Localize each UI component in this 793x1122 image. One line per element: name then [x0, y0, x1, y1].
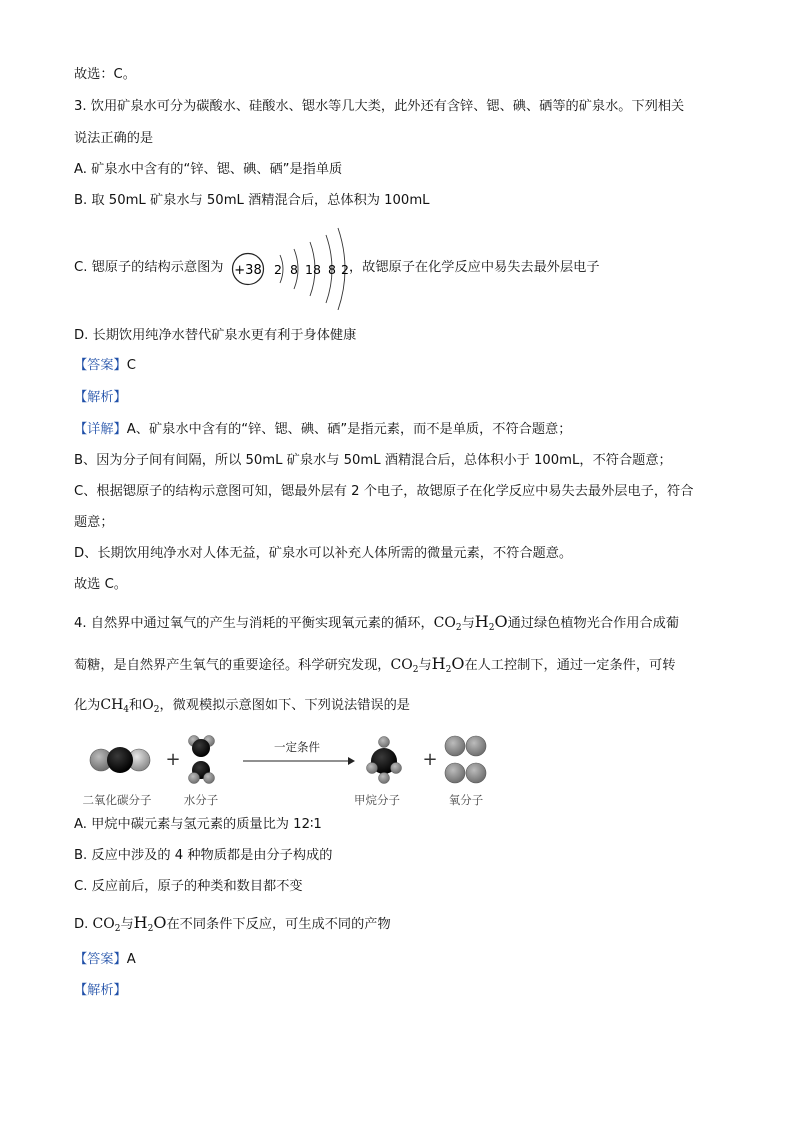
q4-option-d — [74, 914, 391, 938]
strontium-atom-diagram — [228, 226, 360, 310]
q4-l3-part-b: ，微观模拟示意图如下、下列说法错误的是 — [159, 698, 410, 713]
q3-stem-line1: 3. 饮用矿泉水可分为碳酸水、硅酸水、锶水等几大类，此外还有含锌、锶、碘、硒等的矿泉水。下列相关 — [74, 99, 685, 114]
formula-co2: $CO_2$ — [92, 916, 121, 934]
q4-l2-part-a: 萄糖，是自然界产生氧气的重要途径。科学研究发现， — [74, 658, 391, 673]
label-co2-molecule: 二氧化碳分子 — [82, 793, 152, 807]
formula-co2: $CO_2$ — [433, 615, 462, 633]
q4-l2-part-b: 在人工控制下，通过一定条件，可转 — [464, 658, 676, 673]
formula-ch4: $CH_4$ — [100, 697, 130, 715]
q3-detail-b: B、因为分子间有间隔，所以 50mL 矿泉水与 50mL 酒精混合后，总体积小于 100mL，不符合题意； — [74, 453, 672, 468]
q4-stem-line2 — [74, 655, 675, 679]
detail-label: 【详解】 — [74, 422, 127, 437]
word-he: 和 — [129, 698, 143, 713]
q3-stem-line2: 说法正确的是 — [74, 131, 154, 146]
shell-count-3: 18 — [305, 262, 321, 277]
formula-h2o: $H_2O$ — [133, 913, 167, 934]
reaction-diagram — [70, 728, 500, 812]
q4-answer — [74, 951, 136, 969]
formula-o2: $O_2$ — [142, 697, 160, 715]
detail-a-text: A、矿泉水中含有的“锌、锶、碘、硒”是指元素，而不是单质，不符合题意； — [126, 422, 572, 437]
q3-detail-c1: C、根据锶原子的结构示意图可知，锶最外层有 2 个电子，故锶原子在化学反应中易失去最外层电子，符合 — [74, 484, 694, 499]
reaction-condition: 一定条件 — [274, 740, 320, 754]
word-and: 与 — [120, 917, 134, 932]
shell-count-1: 2 — [274, 262, 282, 277]
q4-stem-line3 — [74, 696, 410, 719]
word-and: 与 — [418, 658, 432, 673]
ch4-molecule — [367, 737, 402, 784]
q3-option-c-suffix: ，故锶原子在化学反应中易失去最外层电子 — [349, 260, 600, 275]
q3-option-d: D. 长期饮用纯净水替代矿泉水更有利于身体健康 — [74, 328, 357, 343]
q4-stem-line1 — [74, 613, 679, 637]
q3-answer — [74, 357, 136, 375]
formula-co2: $CO_2$ — [390, 657, 419, 675]
option-d-suffix: 在不同条件下反应，可生成不同的产物 — [166, 917, 391, 932]
h2o-molecule-bottom — [189, 761, 215, 784]
shell-count-2: 8 — [290, 262, 298, 277]
nucleus-charge: +38 — [234, 263, 262, 278]
q4-l3-part-a: 化为 — [74, 698, 101, 713]
q3-final: 故选 C。 — [74, 577, 127, 592]
q3-option-b: B. 取 50mL 矿泉水与 50mL 酒精混合后，总体积为 100mL — [74, 193, 430, 208]
option-d-prefix: D. — [74, 917, 93, 932]
o2-molecule-top — [445, 736, 486, 756]
plus-sign: + — [422, 749, 438, 770]
h2o-molecule-top — [189, 736, 215, 758]
shell-count-4: 8 — [328, 262, 336, 277]
q4-analysis-label: 【解析】 — [74, 983, 127, 998]
previous-answer: 故选：C。 — [74, 67, 136, 82]
shell-count-5: 2 — [341, 262, 349, 277]
word-and: 与 — [461, 616, 475, 631]
q3-analysis-label: 【解析】 — [74, 390, 127, 405]
q3-detail-a — [74, 421, 571, 439]
arrow-head — [348, 757, 355, 765]
q4-option-b: B. 反应中涉及的 4 种物质都是由分子构成的 — [74, 848, 333, 863]
answer-value: A — [126, 952, 136, 967]
answer-label: 【答案】 — [74, 952, 127, 967]
q3-option-a: A. 矿泉水中含有的“锌、锶、碘、硒”是指单质 — [74, 162, 343, 177]
label-h2o-molecule: 水分子 — [183, 793, 219, 807]
q3-detail-d: D、长期饮用纯净水对人体无益，矿泉水可以补充人体所需的微量元素，不符合题意。 — [74, 546, 573, 561]
formula-h2o: $H_2O$ — [431, 654, 465, 675]
answer-label: 【答案】 — [74, 358, 127, 373]
q4-option-a: A. 甲烷中碳元素与氢元素的质量比为 12∶1 — [74, 817, 322, 832]
answer-value: C — [126, 358, 136, 373]
q3-option-c-prefix: C. 锶原子的结构示意图为 — [74, 260, 224, 275]
q3-detail-c2: 题意； — [74, 515, 114, 530]
q4-l1-part-b: 通过绿色植物光合作用合成葡 — [507, 616, 680, 631]
co2-molecule — [90, 747, 150, 773]
plus-sign: + — [165, 749, 181, 770]
formula-h2o: $H_2O$ — [474, 612, 508, 633]
label-o2-molecule: 氧分子 — [448, 793, 484, 807]
q4-l1-part-a: 4. 自然界中通过氧气的产生与消耗的平衡实现氧元素的循环， — [74, 616, 434, 631]
o2-molecule-bottom — [445, 763, 486, 783]
q4-option-c: C. 反应前后，原子的种类和数目都不变 — [74, 879, 303, 894]
label-ch4-molecule: 甲烷分子 — [354, 793, 400, 807]
